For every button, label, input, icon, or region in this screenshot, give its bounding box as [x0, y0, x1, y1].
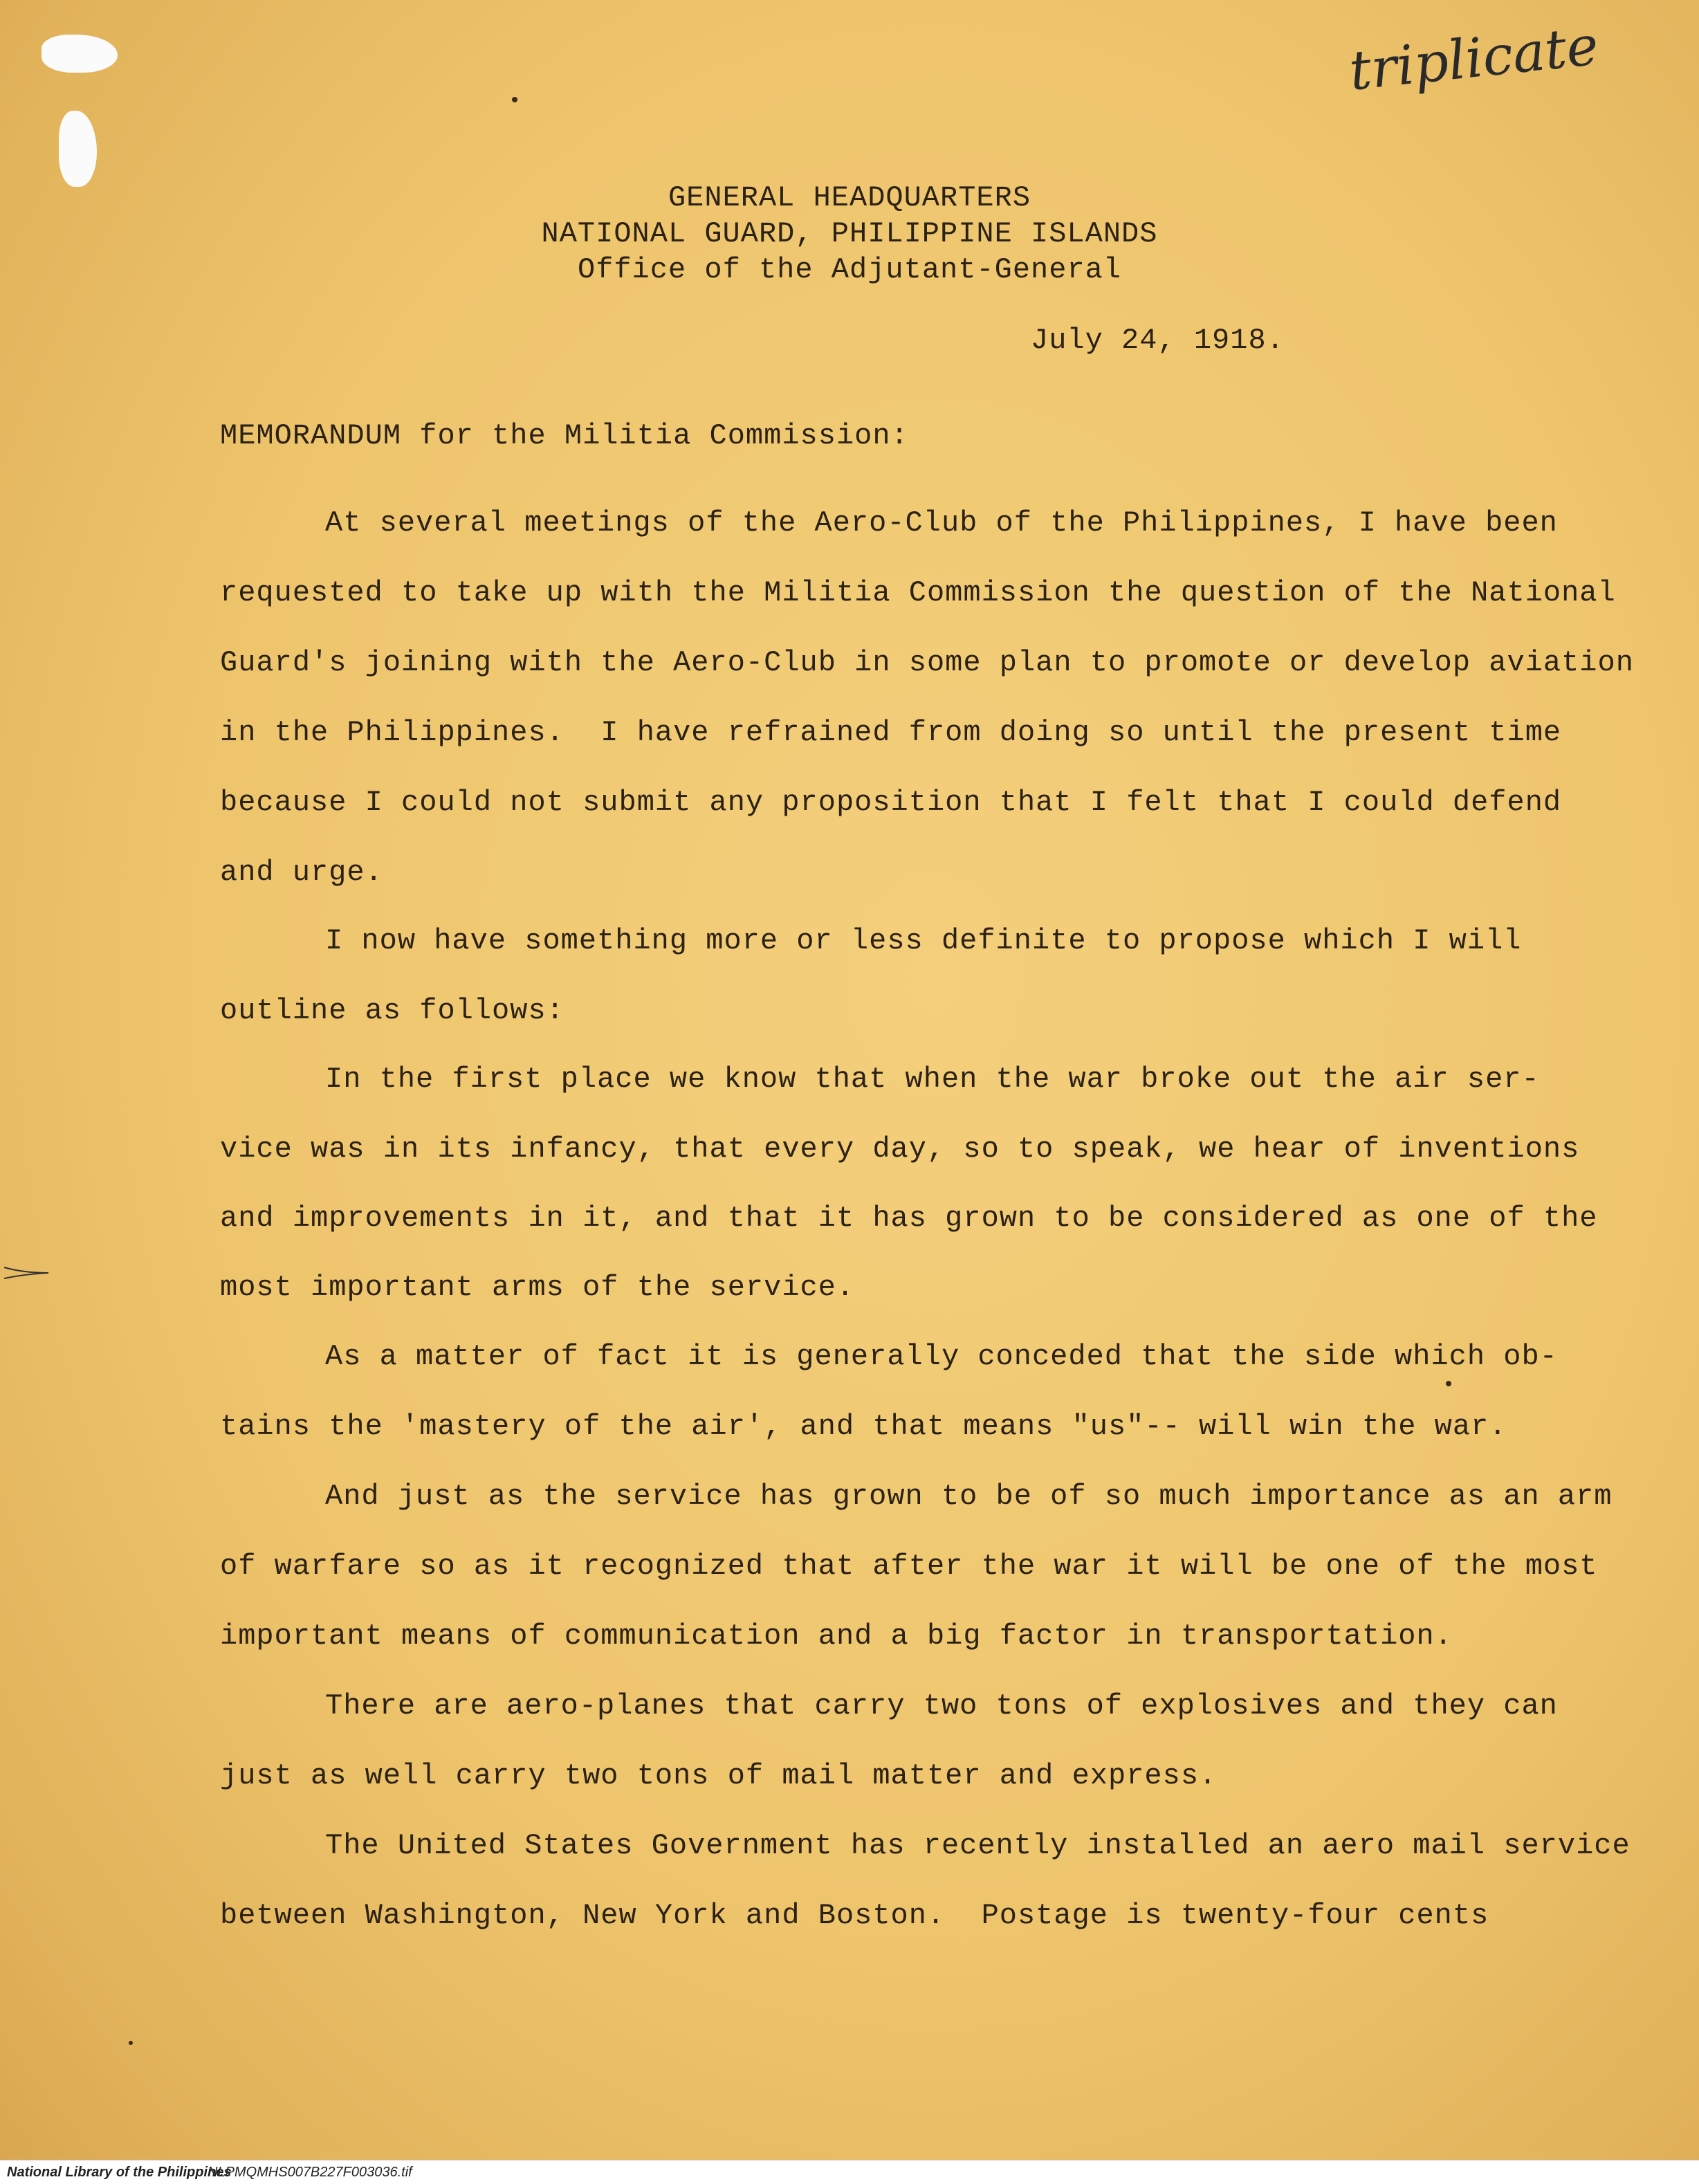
body-line: of warfare so as it recognized that after the war it will be one of the most — [220, 1550, 1598, 1583]
ink-speck — [129, 2041, 133, 2045]
body-line: In the first place we know that when the war broke out the air ser- — [325, 1063, 1540, 1096]
body-line: The United States Government has recently installed an aero mail service — [325, 1829, 1631, 1862]
body-line: between Washington, New York and Boston. Postage is twenty-four cents — [220, 1899, 1489, 1932]
handwritten-annotation: triplicate — [1346, 15, 1601, 103]
file-identifier: NLPMQMHS007B227F003036.tif — [208, 2165, 412, 2180]
header-line-2: NATIONAL GUARD, PHILIPPINE ISLANDS — [541, 217, 1158, 250]
punch-hole-top — [42, 35, 118, 73]
body-line: I now have something more or less definite to propose which I will — [325, 924, 1522, 957]
body-line: tains the 'mastery of the air', and that means "us"-- will win the war. — [220, 1410, 1507, 1443]
body-line: and improvements in it, and that it has grown to be considered as one of the — [220, 1202, 1598, 1235]
ink-speck — [1446, 1381, 1451, 1386]
body-line: There are aero-planes that carry two tons of explosives and they can — [325, 1689, 1558, 1723]
body-line: and urge. — [220, 856, 383, 889]
header-line-3: Office of the Adjutant-General — [577, 253, 1122, 286]
library-credit: National Library of the Philippines — [7, 2165, 232, 2180]
body-line: because I could not submit any proposition that I felt that I could defend — [220, 786, 1562, 819]
header-line-1: GENERAL HEADQUARTERS — [668, 181, 1031, 214]
body-line: most important arms of the service. — [220, 1271, 855, 1304]
body-line: in the Philippines. I have refrained from doing so until the present time — [220, 716, 1562, 749]
body-line: Guard's joining with the Aero-Club in some plan to promote or develop aviation — [220, 646, 1634, 679]
ink-speck — [512, 97, 517, 102]
body-line: outline as follows: — [220, 994, 564, 1027]
memo-date: July 24, 1918. — [1031, 324, 1285, 357]
body-line: And just as the service has grown to be of so much importance as an arm — [325, 1480, 1613, 1513]
body-line: vice was in its infancy, that every day, so to speak, we hear of inventions — [220, 1132, 1580, 1166]
body-line: just as well carry two tons of mail matter and express. — [220, 1759, 1218, 1792]
body-line: At several meetings of the Aero-Club of the Philippines, I have been — [325, 506, 1558, 540]
body-line: As a matter of fact it is generally conceded that the side which ob- — [325, 1340, 1558, 1373]
body-line: requested to take up with the Militia Commission the question of the National — [220, 576, 1616, 609]
punch-hole-middle — [59, 111, 97, 187]
memo-salutation: MEMORANDUM for the Militia Commission: — [220, 419, 909, 452]
margin-arrow-mark — [3, 1266, 51, 1280]
body-line: important means of communication and a big factor in transportation. — [220, 1619, 1453, 1653]
archive-footer — [0, 2160, 1699, 2184]
